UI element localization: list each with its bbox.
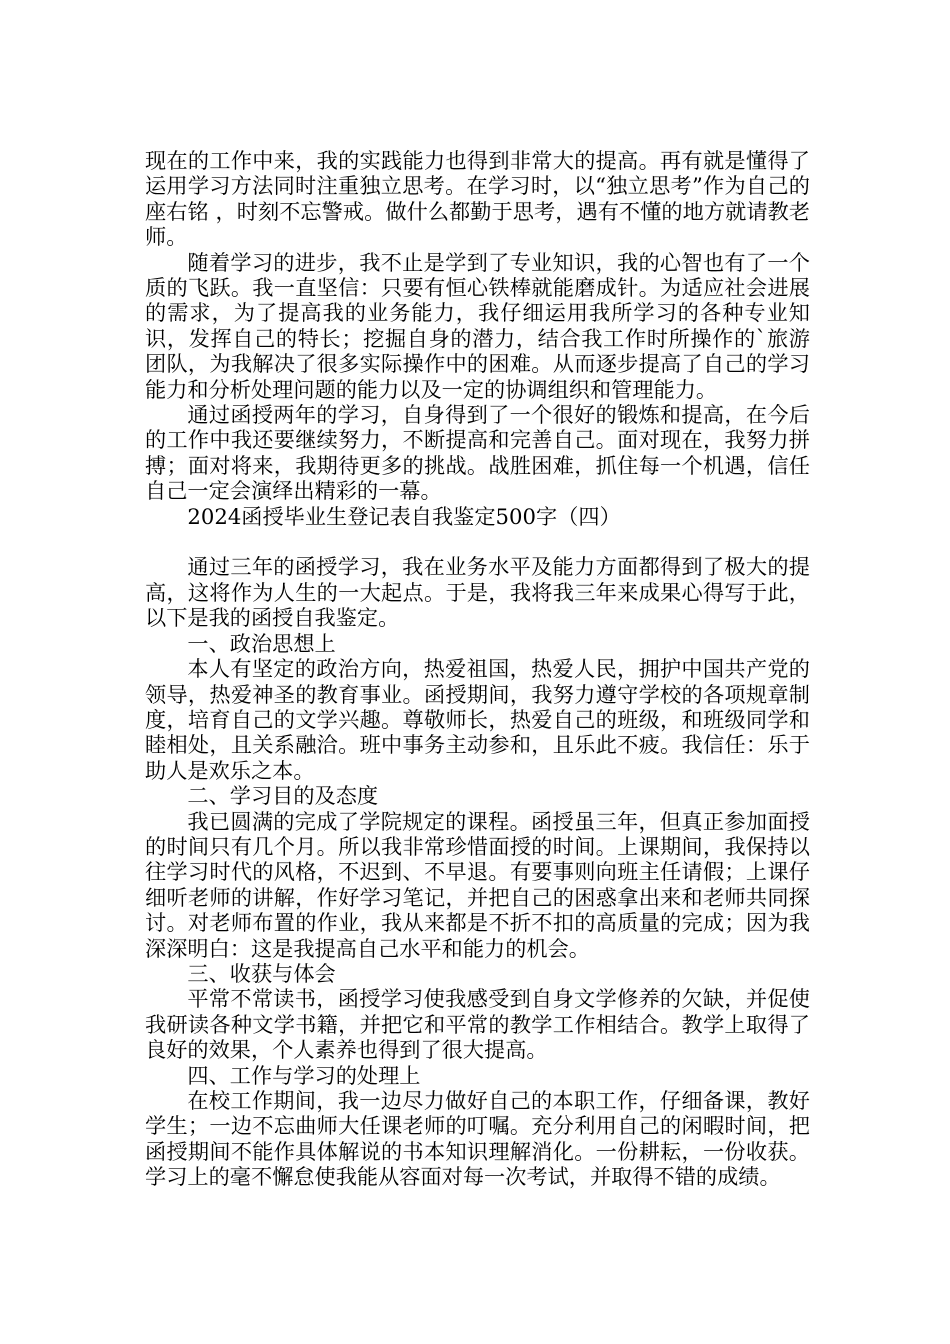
paragraph-study-progress: 随着学习的进步，我不止是学到了专业知识，我的心智也有了一个质的飞跃。我一直坚信：只要有恒心铁棒就能磨成针。为适应社会进展的需求，为了提高我的业务能力，我仔细运用我所学习的各种专业知识，发挥自己的特长；挖掘自身的潜力，结合我工作时所操作的`旅游团队，为我解决了很多实际操作中的困难。从而逐步提高了自己的学习能力和分析处理问题的能力以及一定的协调组织和管理能力。 bbox=[145, 249, 810, 402]
heading-political: 一、政治思想上 bbox=[187, 630, 336, 656]
heading-gains: 三、收获与体会 bbox=[187, 960, 336, 986]
blank-line bbox=[145, 529, 810, 554]
section-title: 2024函授毕业生登记表自我鉴定500字（四） bbox=[187, 503, 621, 529]
paragraph-two-years-summary: 通过函授两年的学习，自身得到了一个很好的锻炼和提高，在今后的工作中我还要继续努力，不断提高和完善自己。面对现在，我努力拼搏；面对将来，我期待更多的挑战。战胜困难，抓住每一个机遇，信任自己一定会演绎出精彩的一幕。 bbox=[145, 402, 810, 504]
paragraph-study-attitude: 我已圆满的完成了学院规定的课程。函授虽三年，但真正参加面授的时间只有几个月。所以我非常珍惜面授的时间。上课期间，我保持以往学习时代的风格，不迟到、不早退。有要事则向班主任请假；上课仔细听老师的讲解，作好学习笔记，并把自己的困惑拿出来和老师共同探讨。对老师布置的作业，我从来都是不折不扣的高质量的完成；因为我深深明白：这是我提高自己水平和能力的机会。 bbox=[145, 808, 810, 961]
paragraph-gains: 平常不常读书，函授学习使我感受到自身文学修养的欠缺，并促使我研读各种文学书籍，并把它和平常的教学工作相结合。教学上取得了良好的效果，个人素养也得到了很大提高。 bbox=[145, 986, 810, 1063]
heading-study-attitude: 二、学习目的及态度 bbox=[187, 783, 379, 809]
heading-work-study: 四、工作与学习的处理上 bbox=[187, 1062, 421, 1088]
paragraph-work-study: 在校工作期间，我一边尽力做好自己的本职工作，仔细备课，教好学生；一边不忘曲师大任课老师的叮嘱。充分利用自己的闲暇时间，把函授期间不能作具体解说的书本知识理解消化。一份耕耘，一份收获。学习上的毫不懈怠使我能从容面对每一次考试，并取得不错的成绩。 bbox=[145, 1088, 810, 1190]
paragraph-continued: 现在的工作中来，我的实践能力也得到非常大的提高。再有就是懂得了运用学习方法同时注重独立思考。在学习时，以“独立思考”作为自己的座右铭 ，时刻不忘警戒。做什么都勤于思考，遇有不懂的地方就请教老师。 bbox=[145, 148, 810, 250]
document-body bbox=[145, 148, 810, 1190]
paragraph-intro: 通过三年的函授学习，我在业务水平及能力方面都得到了极大的提高，这将作为人生的一大起点。于是，我将我三年来成果心得写于此，以下是我的函授自我鉴定。 bbox=[145, 554, 810, 631]
paragraph-political: 本人有坚定的政治方向，热爱祖国，热爱人民，拥护中国共产党的领导，热爱神圣的教育事业。函授期间，我努力遵守学校的各项规章制度，培育自己的文学兴趣。尊敬师长，热爱自己的班级，和班级同学和睦相处，且关系融洽。班中事务主动参和，且乐此不疲。我信任：乐于助人是欢乐之本。 bbox=[145, 656, 810, 783]
